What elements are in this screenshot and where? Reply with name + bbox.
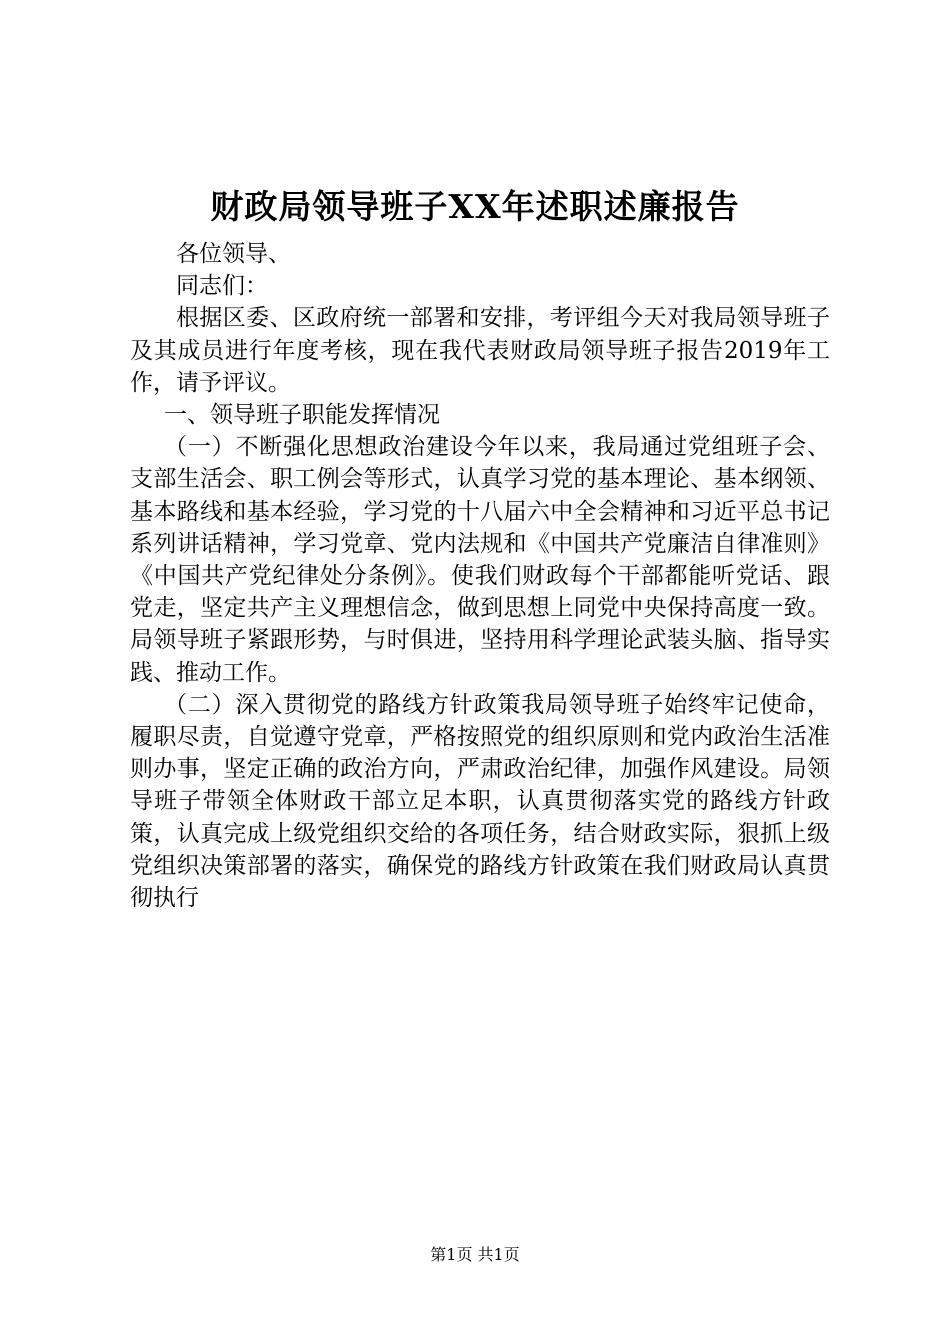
- paragraph-item-2: （二）深入贯彻党的路线方针政策我局领导班子始终牢记使命，履职尽责，自觉遵守党章，严格按照党的组织原则和党内政治生活准则办事，坚定正确的政治方向，严肃政治纪律，加强作风建设。局领导班子带领全体财政干部立足本职，认真贯彻落实党的路线方针政策，认真完成上级党组织交给的各项任务，结合财政实际，狠抓上级党组织决策部署的落实，确保党的路线方针政策在我们财政局认真贯彻执行: [130, 691, 830, 912]
- document-body: [130, 238, 830, 914]
- greeting-line-2: 同志们：: [176, 273, 268, 300]
- page-number: 第1页 共1页: [430, 1245, 520, 1264]
- paragraph-item-1: （一）不断强化思想政治建设今年以来，我局通过党组班子会、支部生活会、职工例会等形式，认真学习党的基本理论、基本纲领、基本路线和基本经验，学习党的十八届六中全会精神和习近平总书记系列讲话精神，学习党章、党内法规和《中国共产党廉洁自律准则》《中国共产党纪律处分条例》。使我们财政每个干部都能听党话、跟党走，坚定共产主义理想信念，做到思想上同党中央保持高度一致。局领导班子紧跟形势，与时俱进，坚持用科学理论武装头脑、指导实践、推动工作。: [130, 434, 830, 686]
- greeting-line-1: 各位领导、: [176, 241, 291, 267]
- section-heading-1: 一、领导班子职能发挥情况: [164, 402, 440, 429]
- document-title: 财政局领导班子XX年述职述廉报告: [210, 187, 740, 226]
- paragraph-intro: 根据区委、区政府统一部署和安排，考评组今天对我局领导班子及其成员进行年度考核，现在我代表财政局领导班子报告2019年工作，请予评议。: [130, 305, 830, 396]
